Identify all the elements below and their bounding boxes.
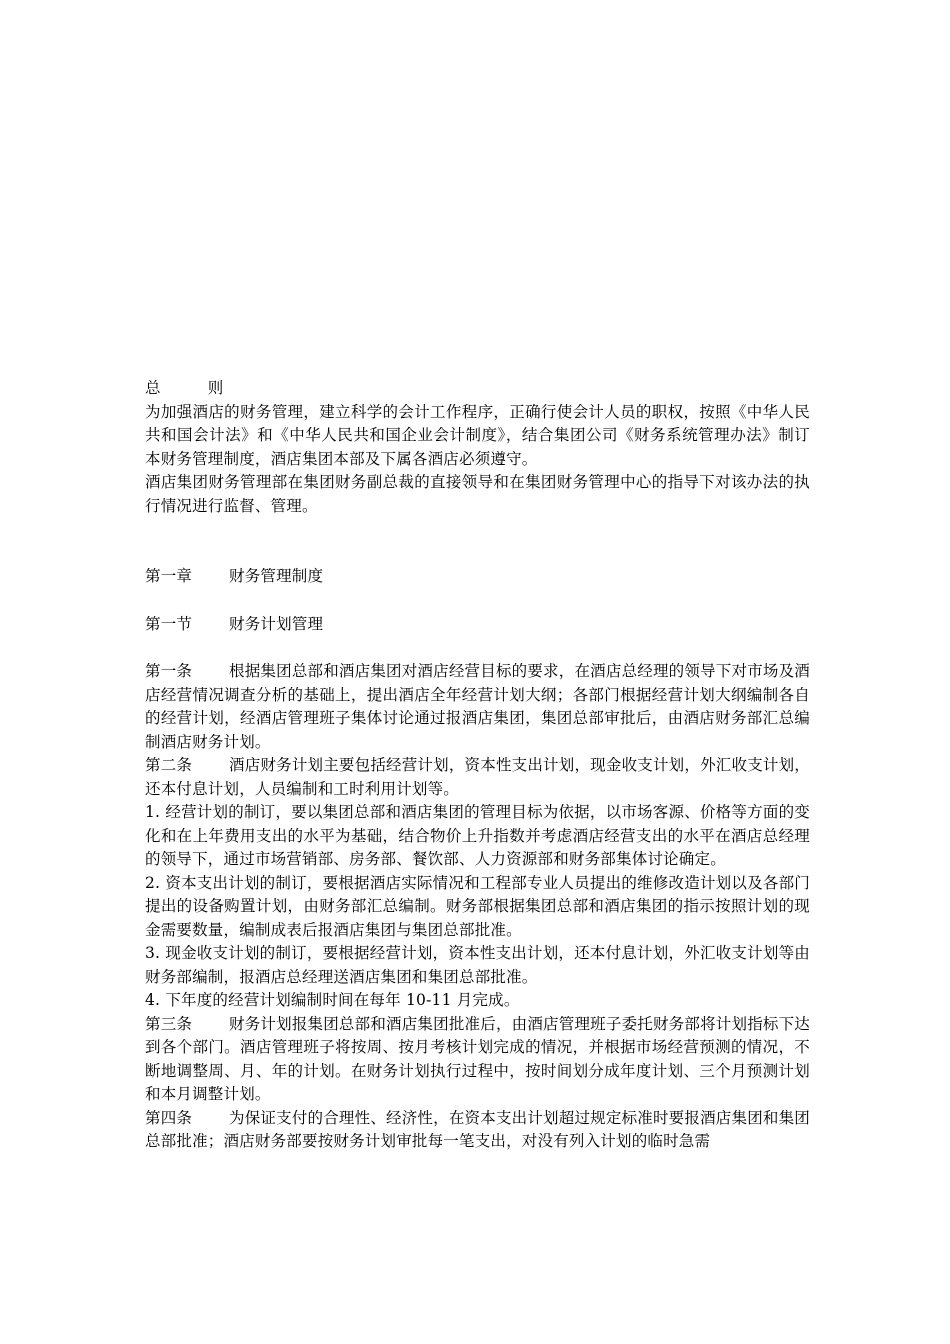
list-item-3: 3. 现金收支计划的制订，要根据经营计划，资本性支出计划，还本付息计划，外汇收支计划等由财务部编制，报酒店总经理送酒店集团和集团总部批准。 — [145, 944, 810, 986]
general-paragraph-2: 酒店集团财务管理部在集团财务副总裁的直接领导和在集团财务管理中心的指导下对该办法的执行情况进行监督、管理。 — [145, 473, 810, 515]
section-title: 财务计划管理 — [229, 614, 324, 633]
chapter-title: 财务管理制度 — [229, 567, 324, 585]
blank-space — [145, 589, 810, 613]
blank-space — [145, 518, 810, 565]
article-4-label: 第四条 — [145, 1108, 193, 1127]
section-number: 第一节 — [145, 614, 193, 633]
blank-space — [145, 636, 810, 660]
article-3-text: 财务计划报集团总部和酒店集团批准后，由酒店管理班子委托财务部将计划指标下达到各个部门。酒店管理班子将按周、按月考核计划完成的情况，并根据市场经营预测的情况，不断地调整周、月、年的计划。在财务计划执行过程中，按时间划分成年度计划、三个月预测计划和本月调整计划。 — [145, 1014, 810, 1103]
article-4 — [145, 1107, 810, 1154]
section-heading — [145, 613, 810, 637]
document-body — [145, 377, 810, 1154]
chapter-heading — [145, 565, 810, 589]
article-3-label: 第三条 — [145, 1014, 193, 1033]
general-paragraph-1: 为加强酒店的财务管理，建立科学的会计工作程序，正确行使会计人员的职权，按照《中华人民共和国会计法》和《中华人民共和国企业会计制度》，结合集团公司《财务系统管理办法》制订本财务管理制度，酒店集团本部及下属各酒店必须遵守。 — [145, 402, 810, 468]
chapter-number: 第一章 — [145, 567, 193, 585]
list-item-4: 4. 下年度的经营计划编制时间在每年 10-11 月完成。 — [145, 991, 520, 1009]
article-1-text: 根据集团总部和酒店集团对酒店经营目标的要求，在酒店总经理的领导下对市场及酒店经营情况调查分析的基础上，提出酒店全年经营计划大纲；各部门根据经营计划大纲编制各自的经营计划，经酒店管理班子集体讨论通过报酒店集团，集团总部审批后，由酒店财务部汇总编制酒店财务计划。 — [145, 662, 810, 751]
list-item-2: 2. 资本支出计划的制订，要根据酒店实际情况和工程部专业人员提出的维修改造计划以及各部门提出的设备购置计划，由财务部汇总编制。财务部根据集团总部和酒店集团的指示按照计划的现金需要数量，编制成表后报酒店集团与集团总部批准。 — [145, 873, 810, 939]
article-2-text: 酒店财务计划主要包括经营计划，资本性支出计划，现金收支计划，外汇收支计划，还本付息计划，人员编制和工时利用计划等。 — [145, 756, 810, 798]
article-2-label: 第二条 — [145, 756, 193, 774]
article-1-label: 第一条 — [145, 662, 193, 680]
article-2 — [145, 754, 810, 801]
list-item-1: 1. 经营计划的制订，要以集团总部和酒店集团的管理目标为依据，以市场客源、价格等方面的变化和在上年费用支出的水平为基础，结合物价上升指数并考虑酒店经营支出的水平在酒店总经理的领导下，通过市场营销部、房务部、餐饮部、人力资源部和财务部集体讨论确定。 — [145, 803, 810, 868]
article-4-text: 为保证支付的合理性、经济性，在资本支出计划超过规定标准时要报酒店集团和集团总部批准；酒店财务部要按财务计划审批每一笔支出，对没有列入计划的临时急需 — [145, 1108, 810, 1150]
general-principles-title: 总 则 — [145, 379, 224, 397]
article-3 — [145, 1013, 810, 1107]
article-1 — [145, 660, 810, 754]
